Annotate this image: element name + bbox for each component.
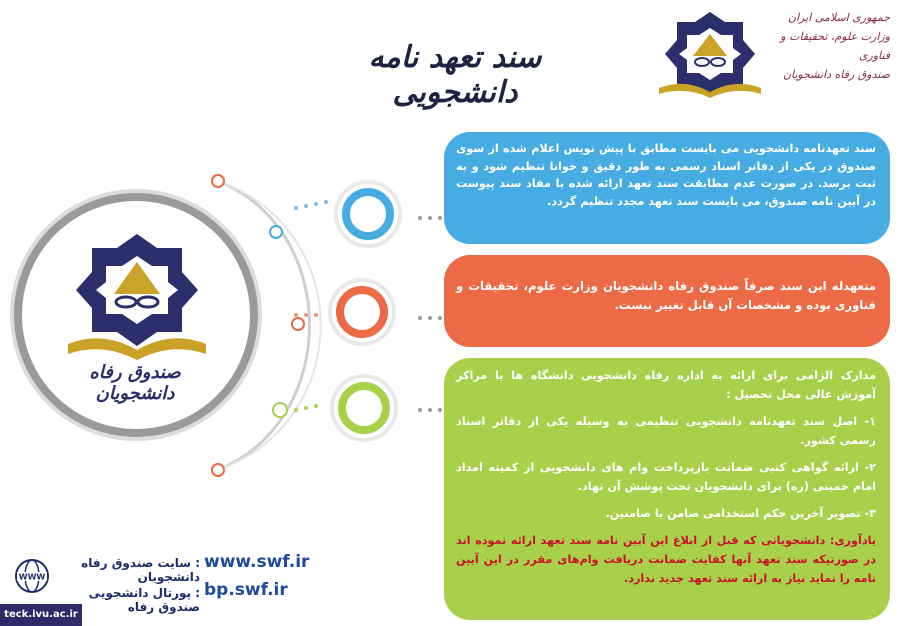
portal-link[interactable]: bp.swf.ir xyxy=(204,580,288,600)
site-link[interactable]: www.swf.ir xyxy=(204,552,310,572)
requirement-item-1: ۱- اصل سند تعهدنامه دانشجویی تنظیمی به وسیله یکی از دفاتر اسناد رسمی کشور. xyxy=(456,415,876,447)
portal-label: : پورتال دانشجویی صندوق رفاه xyxy=(88,586,200,614)
section-green-intro: مدارک الزامی برای ارائه به اداره رفاه دانشجویی دانشگاه ها یا مراکز آموزش عالی محل تحصیل : xyxy=(456,369,876,401)
requirement-item-3: ۳- تصویر آخرین حکم استخدامی ضامن یا ضامنین. xyxy=(605,507,876,520)
org-line-ministry: وزارت علوم، تحقیقات و فناوری xyxy=(780,30,890,62)
org-line-country: جمهوری اسلامی ایران xyxy=(787,11,890,24)
domain-badge: teck.ivu.ac.ir xyxy=(0,604,82,626)
section-blue xyxy=(444,132,890,244)
section-green xyxy=(444,358,890,620)
site-label: : سایت صندوق رفاه دانشجویان xyxy=(81,556,200,584)
page-title: سند تعهد نامه دانشجویی xyxy=(368,40,542,110)
section-orange-text: متعهدله این سند صرفاً صندوق رفاه دانشجویان وزارت علوم، تحقیقات و فناوری بوده و مشخصات آن قابل تغییر نیست. xyxy=(456,279,876,312)
reminder-note: یادآوری: دانشجویانی که قبل از ابلاغ این آیین نامه سند تعهد ارائه نموده اند در صورتیکه سند تعهد آنها کفایت ضمانت دریافت وام‌های مقرر در این آیین نامه را نماید نیاز به ارائه سند تعهد جدید ندارد. xyxy=(456,534,876,585)
fund-name: صندوق رفاه دانشجویان xyxy=(89,362,181,404)
fund-logo-icon xyxy=(66,232,208,362)
org-line-fund: صندوق رفاه دانشجویان xyxy=(782,68,890,81)
globe-icon xyxy=(14,558,50,594)
globe-text: WWW xyxy=(18,572,46,582)
requirement-item-2: ۲- ارائه گواهی کتبی ضمانت بازپرداخت وام های دانشجویی از کمیته امداد امام خمینی (ره) برای دانشجویان تحت پوشش آن نهاد. xyxy=(456,461,876,493)
section-orange xyxy=(444,255,890,347)
section-blue-text: سند تعهدنامه دانشجویی می بایست مطابق با پیش نویس اعلام شده از سوی صندوق در یکی از دفاتر اسناد رسمی به طور دقیق و خوانا تنظیم شود و به ثبت برسد. در صورت عدم مطابقت سند تعهد ارائه شده با مفاد سند پیوست در آیین نامه صندوق، می بایست سند تعهد مجدد تنظیم گردد. xyxy=(456,142,876,208)
